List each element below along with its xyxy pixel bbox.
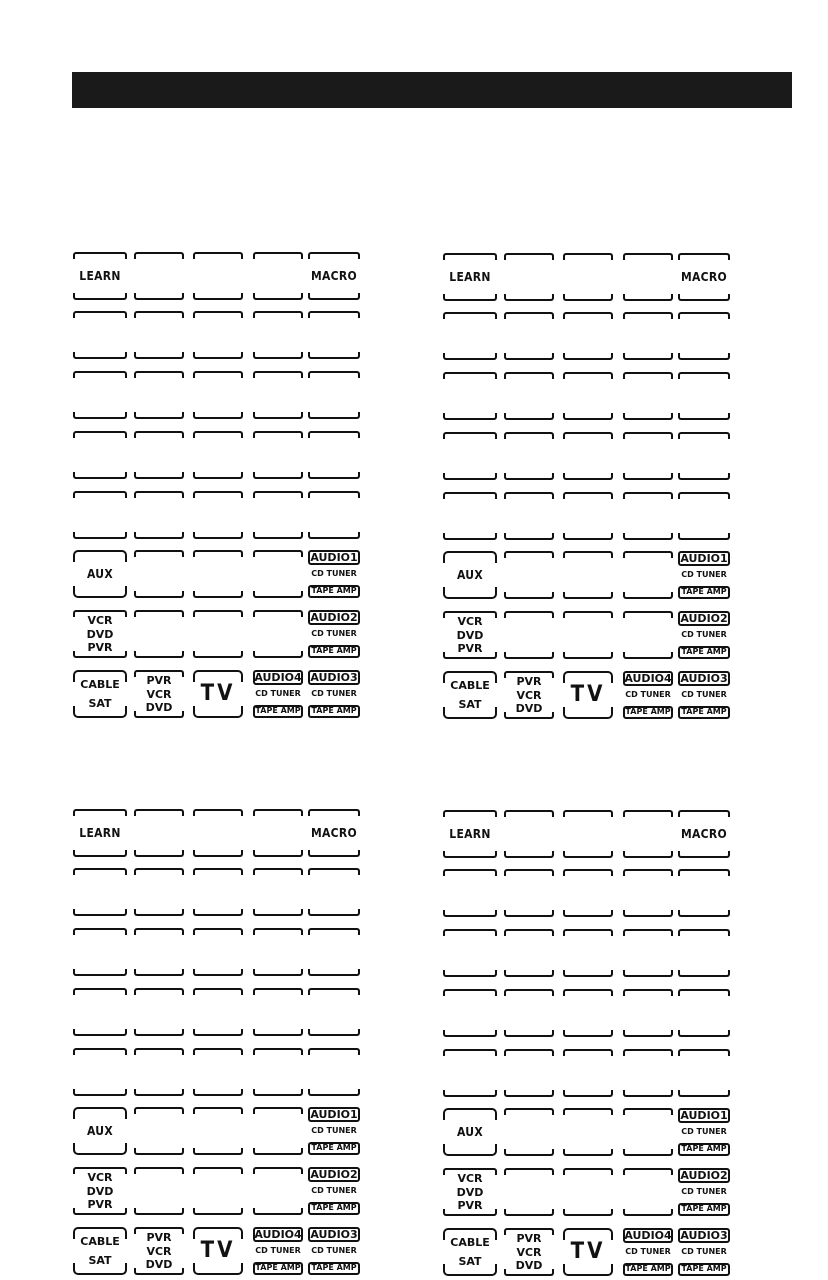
macro-key [678, 253, 730, 301]
tape-amp-label: TAPE AMP [681, 1264, 727, 1273]
tape-amp-label: TAPE AMP [255, 1263, 301, 1272]
cable-sat-key-labels [443, 679, 497, 711]
audio2-key [308, 1167, 360, 1215]
key-label-line: PVR [146, 1231, 172, 1244]
key-label-line: VCR [87, 1171, 113, 1184]
remote-key [73, 988, 127, 1036]
learn-key [443, 810, 497, 858]
tape-amp-label: TAPE AMP [681, 587, 727, 596]
remote-key [443, 989, 497, 1037]
remote-key [443, 372, 497, 420]
remote-key [193, 988, 243, 1036]
aux-key [73, 1107, 127, 1155]
remote-key [563, 372, 613, 420]
tv-key-label: TV [570, 1239, 606, 1264]
remote-key [504, 432, 554, 480]
aux-key-label: AUX [87, 1124, 113, 1138]
macro-key [678, 810, 730, 858]
remote-key [443, 1049, 497, 1097]
audio2-key [678, 1168, 730, 1216]
audio4-key-label: AUDIO4 [254, 1228, 302, 1241]
key-label-line: SAT [88, 697, 112, 710]
remote-key [623, 869, 673, 917]
audio3-key-label: AUDIO3 [680, 672, 728, 685]
remote-key [253, 371, 303, 419]
remote-key [193, 431, 243, 479]
remote-key [73, 928, 127, 976]
cd-tuner-label: CD TUNER [681, 570, 727, 579]
aux-key [443, 1108, 497, 1156]
remote-key [73, 311, 127, 359]
vcr-dvd-pvr-key [443, 611, 497, 659]
audio1-key [678, 551, 730, 599]
audio4-key-label: AUDIO4 [254, 671, 302, 684]
vcr-dvd-pvr-key-labels [443, 615, 497, 655]
vcr-dvd-pvr-key-labels [73, 1171, 127, 1211]
tape-amp-label: TAPE AMP [681, 707, 727, 716]
remote-key [623, 492, 673, 540]
cd-tuner-label: CD TUNER [681, 1247, 727, 1256]
tv-key-label: TV [570, 682, 606, 707]
key-label-line: VCR [516, 1245, 542, 1259]
remote-key [253, 868, 303, 916]
remote-key [678, 989, 730, 1037]
remote-key [193, 371, 243, 419]
audio3-key [308, 1227, 360, 1275]
key-label-line: DVD [86, 627, 114, 641]
remote-key [504, 1049, 554, 1097]
pvr-vcr-dvd-key [134, 670, 184, 718]
cd-tuner-label: CD TUNER [681, 630, 727, 639]
remote-key [253, 431, 303, 479]
remote-key [134, 809, 184, 857]
audio1-key-label: AUDIO1 [310, 551, 358, 564]
cd-tuner-label: CD TUNER [625, 1247, 671, 1256]
tape-amp-label: TAPE AMP [681, 1144, 727, 1153]
tape-amp-label: TAPE AMP [625, 1264, 671, 1273]
remote-key [193, 550, 243, 598]
remote-key [563, 1168, 613, 1216]
remote-key [678, 1049, 730, 1097]
remote-key [308, 988, 360, 1036]
pvr-vcr-dvd-key [504, 1228, 554, 1276]
remote-key [563, 869, 613, 917]
audio4-key-label: AUDIO4 [624, 672, 672, 685]
key-label-line: PVR [516, 675, 542, 688]
remote-key [504, 372, 554, 420]
tv-key [193, 1227, 243, 1275]
remote-key [193, 491, 243, 539]
key-label-line: DVD [456, 628, 484, 642]
cd-tuner-label: CD TUNER [311, 1126, 357, 1135]
remote-key [73, 1048, 127, 1096]
remote-key [253, 988, 303, 1036]
remote-key [134, 1048, 184, 1096]
pvr-vcr-dvd-key [134, 1227, 184, 1275]
remote-key [193, 868, 243, 916]
remote-key [73, 371, 127, 419]
remote-key [678, 372, 730, 420]
remote-key [563, 611, 613, 659]
audio4-key [623, 671, 673, 719]
audio3-key-label: AUDIO3 [310, 1228, 358, 1241]
vcr-dvd-pvr-key-labels [443, 1172, 497, 1212]
section-header-bar [72, 72, 792, 108]
remote-key [193, 610, 243, 658]
cd-tuner-label: CD TUNER [255, 1246, 301, 1255]
tape-amp-label: TAPE AMP [255, 706, 301, 715]
key-label-line: CABLE [80, 678, 120, 691]
key-label-line: DVD [145, 1258, 173, 1271]
remote-key [504, 989, 554, 1037]
remote-key [563, 551, 613, 599]
cd-tuner-label: CD TUNER [311, 1246, 357, 1255]
remote-key [678, 492, 730, 540]
remote-key [563, 1049, 613, 1097]
remote-key [623, 989, 673, 1037]
audio1-key [308, 1107, 360, 1155]
remote-key [623, 372, 673, 420]
remote-key [623, 432, 673, 480]
remote-key [253, 809, 303, 857]
remote-key [504, 929, 554, 977]
remote-key [563, 253, 613, 301]
remote-key [134, 988, 184, 1036]
remote-key [134, 868, 184, 916]
cable-sat-key-labels [73, 1235, 127, 1267]
remote-key [134, 1107, 184, 1155]
remote-key [443, 869, 497, 917]
remote-key [253, 550, 303, 598]
audio3-key [308, 670, 360, 718]
remote-key [193, 252, 243, 300]
aux-key-label: AUX [457, 568, 483, 582]
cable-sat-key [443, 671, 497, 719]
remote-key [253, 252, 303, 300]
remote-key [73, 431, 127, 479]
remote-key [193, 1167, 243, 1215]
pvr-vcr-dvd-key-labels [134, 1231, 184, 1271]
remote-key [623, 1168, 673, 1216]
macro-key-label: MACRO [310, 269, 357, 283]
macro-key-label: MACRO [680, 827, 727, 841]
remote-key [678, 432, 730, 480]
pvr-vcr-dvd-key-labels [504, 675, 554, 715]
audio3-key-label: AUDIO3 [680, 1229, 728, 1242]
cable-sat-key-labels [73, 678, 127, 710]
aux-key-label: AUX [457, 1125, 483, 1139]
audio2-key-label: AUDIO2 [310, 611, 358, 624]
key-label-line: PVR [457, 1199, 483, 1212]
vcr-dvd-pvr-key [443, 1168, 497, 1216]
tape-amp-label: TAPE AMP [311, 586, 357, 595]
remote-key [563, 1108, 613, 1156]
remote-key [134, 1167, 184, 1215]
remote-key [623, 1108, 673, 1156]
aux-key [443, 551, 497, 599]
remote-key [563, 929, 613, 977]
tape-amp-label: TAPE AMP [311, 646, 357, 655]
remote-key [623, 312, 673, 360]
key-label-line: VCR [146, 687, 172, 701]
remote-key [134, 550, 184, 598]
key-label-line: PVR [146, 674, 172, 687]
remote-key [504, 1168, 554, 1216]
remote-key [504, 551, 554, 599]
aux-key-label: AUX [87, 567, 113, 581]
key-label-line: PVR [87, 641, 113, 654]
remote-key [443, 432, 497, 480]
remote-key [563, 989, 613, 1037]
remote-key [253, 491, 303, 539]
audio1-key-label: AUDIO1 [680, 552, 728, 565]
macro-key [308, 809, 360, 857]
cd-tuner-label: CD TUNER [681, 690, 727, 699]
key-label-line: PVR [457, 642, 483, 655]
remote-key [563, 432, 613, 480]
audio4-key [623, 1228, 673, 1276]
audio4-key-label: AUDIO4 [624, 1229, 672, 1242]
remote-key [308, 928, 360, 976]
remote-key [73, 491, 127, 539]
remote-key [623, 611, 673, 659]
remote-key [134, 311, 184, 359]
remote-key [73, 868, 127, 916]
learn-key-label: LEARN [79, 826, 121, 840]
vcr-dvd-pvr-key [73, 1167, 127, 1215]
remote-key [134, 491, 184, 539]
remote-key [504, 1108, 554, 1156]
remote-key [308, 491, 360, 539]
cd-tuner-label: CD TUNER [311, 689, 357, 698]
key-label-line: DVD [515, 1259, 543, 1272]
remote-key [134, 928, 184, 976]
audio2-key-label: AUDIO2 [680, 612, 728, 625]
remote-key [308, 311, 360, 359]
tape-amp-label: TAPE AMP [625, 707, 671, 716]
key-label-line: CABLE [80, 1235, 120, 1248]
macro-key-label: MACRO [310, 826, 357, 840]
learn-key-label: LEARN [79, 269, 121, 283]
vcr-dvd-pvr-key [73, 610, 127, 658]
remote-key [504, 312, 554, 360]
remote-key [678, 929, 730, 977]
cd-tuner-label: CD TUNER [681, 1187, 727, 1196]
remote-key [308, 868, 360, 916]
cable-sat-key [73, 670, 127, 718]
remote-key [443, 312, 497, 360]
remote-key [253, 1048, 303, 1096]
learn-key [73, 252, 127, 300]
tv-key-label: TV [200, 1238, 236, 1263]
remote-key [623, 551, 673, 599]
remote-key [193, 311, 243, 359]
audio3-key-label: AUDIO3 [310, 671, 358, 684]
remote-key [443, 929, 497, 977]
remote-key [134, 610, 184, 658]
remote-key [563, 492, 613, 540]
key-label-line: PVR [516, 1232, 542, 1245]
cd-tuner-label: CD TUNER [681, 1127, 727, 1136]
audio2-key-label: AUDIO2 [680, 1169, 728, 1182]
key-label-line: DVD [456, 1185, 484, 1199]
cd-tuner-label: CD TUNER [311, 1186, 357, 1195]
learn-key [443, 253, 497, 301]
remote-key [308, 1048, 360, 1096]
remote-key [563, 312, 613, 360]
remote-key [134, 371, 184, 419]
pvr-vcr-dvd-key [504, 671, 554, 719]
tv-key [563, 1228, 613, 1276]
tv-key [563, 671, 613, 719]
remote-key [678, 869, 730, 917]
tv-key-label: TV [200, 681, 236, 706]
remote-key [678, 312, 730, 360]
remote-key [193, 1107, 243, 1155]
key-label-line: SAT [88, 1254, 112, 1267]
audio4-key [253, 670, 303, 718]
learn-key-label: LEARN [449, 827, 491, 841]
cable-sat-key [73, 1227, 127, 1275]
remote-key [563, 810, 613, 858]
remote-key [134, 431, 184, 479]
remote-key [623, 810, 673, 858]
cable-sat-key-labels [443, 1236, 497, 1268]
audio1-key [678, 1108, 730, 1156]
learn-key-label: LEARN [449, 270, 491, 284]
remote-key [134, 252, 184, 300]
cd-tuner-label: CD TUNER [311, 629, 357, 638]
vcr-dvd-pvr-key-labels [73, 614, 127, 654]
key-label-line: DVD [515, 702, 543, 715]
remote-key [253, 610, 303, 658]
macro-key [308, 252, 360, 300]
key-label-line: PVR [87, 1198, 113, 1211]
remote-key [308, 431, 360, 479]
remote-key [193, 809, 243, 857]
key-label-line: VCR [516, 688, 542, 702]
key-label-line: SAT [458, 1255, 482, 1268]
audio3-key [678, 1228, 730, 1276]
pvr-vcr-dvd-key-labels [504, 1232, 554, 1272]
remote-key [253, 928, 303, 976]
remote-key [504, 253, 554, 301]
audio1-key-label: AUDIO1 [310, 1108, 358, 1121]
key-label-line: VCR [146, 1244, 172, 1258]
cd-tuner-label: CD TUNER [311, 569, 357, 578]
audio2-key [308, 610, 360, 658]
remote-key [504, 611, 554, 659]
cd-tuner-label: CD TUNER [625, 690, 671, 699]
remote-key [308, 371, 360, 419]
key-label-line: CABLE [450, 1236, 490, 1249]
tv-key [193, 670, 243, 718]
macro-key-label: MACRO [680, 270, 727, 284]
remote-key [504, 810, 554, 858]
audio1-key [308, 550, 360, 598]
remote-key [504, 869, 554, 917]
aux-key [73, 550, 127, 598]
remote-key [253, 1167, 303, 1215]
key-label-line: DVD [86, 1184, 114, 1198]
remote-key [443, 492, 497, 540]
learn-key [73, 809, 127, 857]
remote-key [253, 311, 303, 359]
tape-amp-label: TAPE AMP [311, 1263, 357, 1272]
remote-key [623, 253, 673, 301]
key-label-line: VCR [457, 615, 483, 628]
key-label-line: VCR [457, 1172, 483, 1185]
cd-tuner-label: CD TUNER [255, 689, 301, 698]
tape-amp-label: TAPE AMP [681, 1204, 727, 1213]
remote-key [193, 928, 243, 976]
tape-amp-label: TAPE AMP [311, 1143, 357, 1152]
audio2-key-label: AUDIO2 [310, 1168, 358, 1181]
remote-key [253, 1107, 303, 1155]
key-label-line: SAT [458, 698, 482, 711]
remote-key [193, 1048, 243, 1096]
tape-amp-label: TAPE AMP [311, 1203, 357, 1212]
key-label-line: VCR [87, 614, 113, 627]
key-label-line: DVD [145, 701, 173, 714]
remote-key [504, 492, 554, 540]
tape-amp-label: TAPE AMP [681, 647, 727, 656]
audio1-key-label: AUDIO1 [680, 1109, 728, 1122]
audio3-key [678, 671, 730, 719]
tape-amp-label: TAPE AMP [311, 706, 357, 715]
key-label-line: CABLE [450, 679, 490, 692]
audio2-key [678, 611, 730, 659]
remote-key [623, 1049, 673, 1097]
remote-key [623, 929, 673, 977]
audio4-key [253, 1227, 303, 1275]
pvr-vcr-dvd-key-labels [134, 674, 184, 714]
cable-sat-key [443, 1228, 497, 1276]
